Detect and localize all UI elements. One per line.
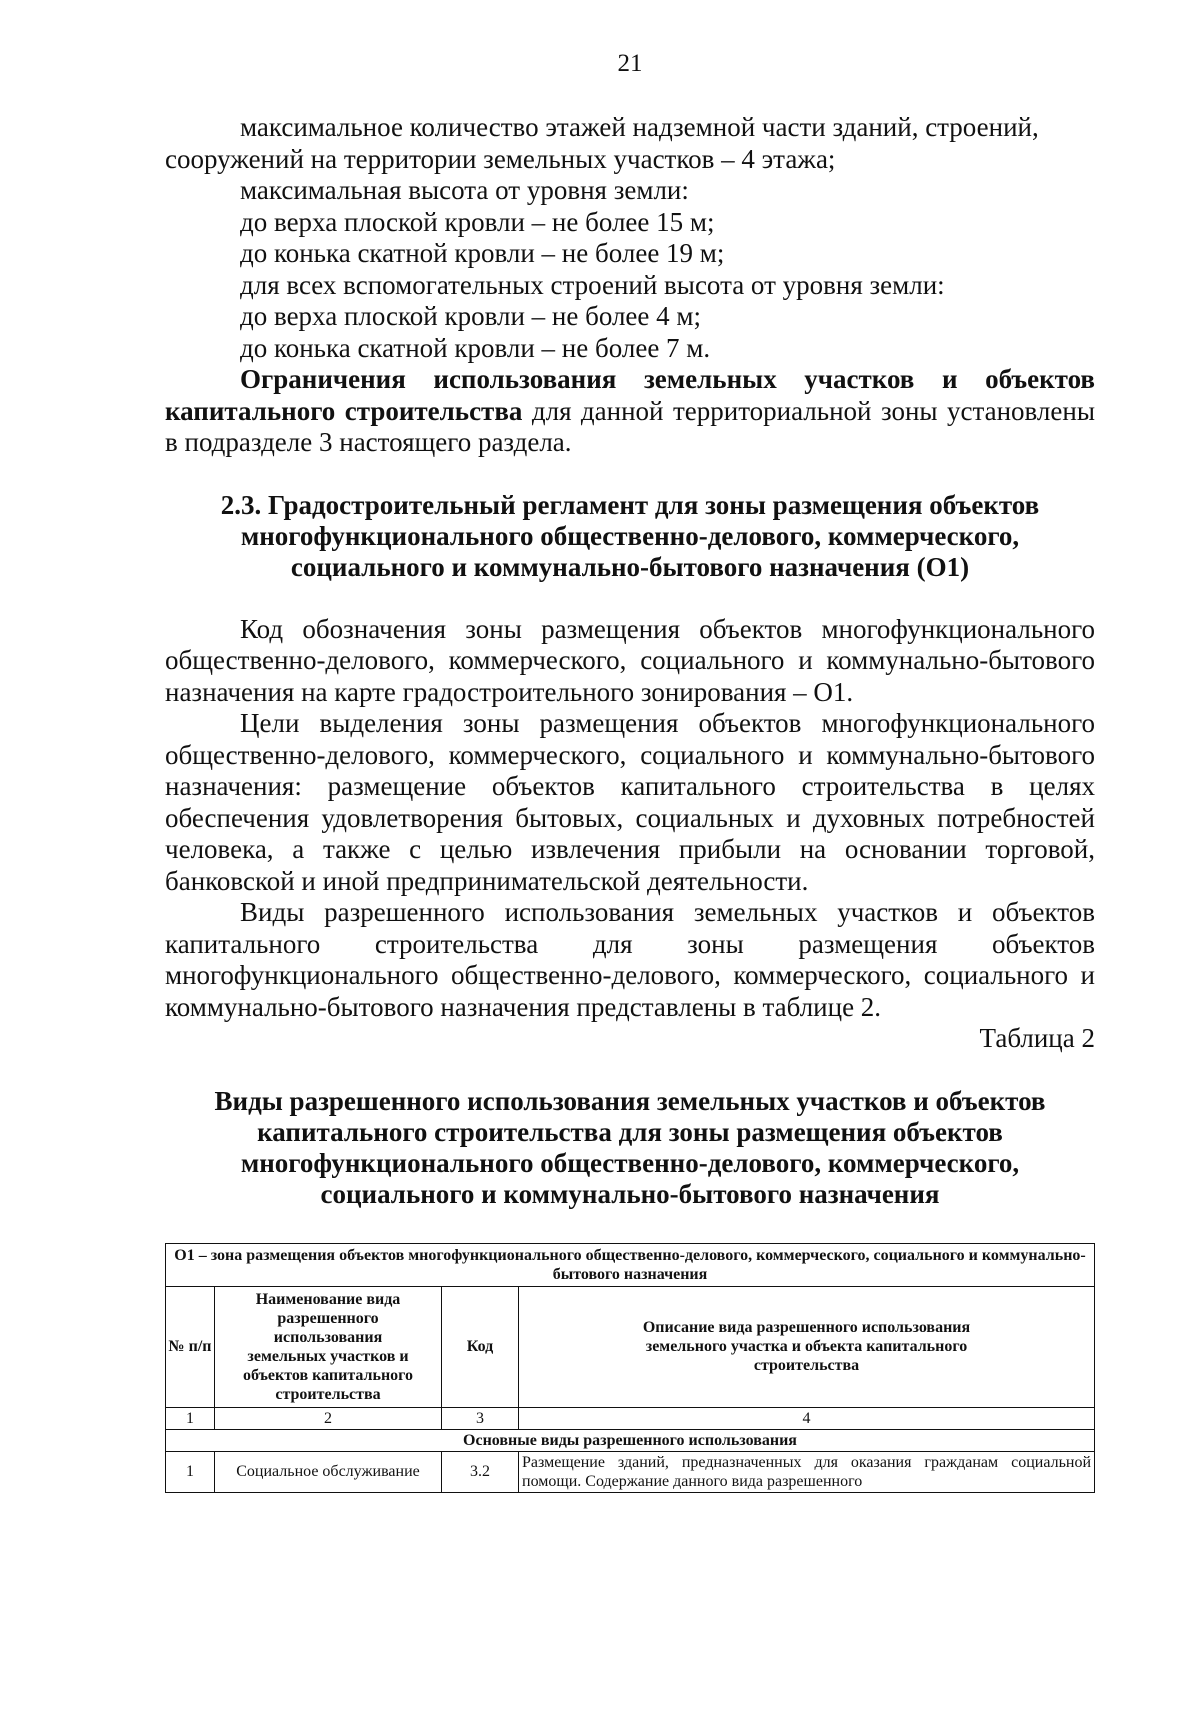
text-line: максимальное количество этажей надземной части зданий, строений, <box>240 112 1039 142</box>
column-number: 2 <box>215 1407 442 1429</box>
row-name: Социальное обслуживание <box>215 1451 442 1492</box>
row-code: 3.2 <box>442 1451 519 1492</box>
table-caption: Таблица 2 <box>979 1023 1095 1053</box>
column-header-name: Наименование вида разрешенного использования земельных участков и объектов капитального строительства <box>215 1286 442 1407</box>
text-line: до конька скатной кровли – не более 19 м; <box>240 238 725 268</box>
text-line: для всех вспомогательных строений высота от уровня земли: <box>240 269 945 300</box>
column-header-number: № п/п <box>166 1286 215 1407</box>
restriction-paragraph <box>165 364 1095 459</box>
text-line: сооружений на территории земельных участков – 4 этажа; <box>165 143 836 174</box>
paragraph: Виды разрешенного использования земельных участков и объектов капитального строительства для зоны размещения объектов многофункционального общественно-делового, коммерческого, социального и коммунально-бытового назначения представлены в таблице 2. <box>165 897 1095 1022</box>
row-number: 1 <box>166 1451 215 1492</box>
table-group-header: Основные виды разрешенного использования <box>166 1429 1095 1451</box>
zoning-table <box>165 1243 1095 1493</box>
table-row <box>166 1451 1095 1492</box>
text-line: до конька скатной кровли – не более 7 м. <box>240 332 711 363</box>
paragraph: Цели выделения зоны размещения объектов многофункционального общественно-делового, коммерческого, социального и коммунально-бытового назначения: размещение объектов капитального строительства в целях обеспечения удовлетворения бытовых, социальных и духовных потребностей человека, а также с целью извлечения прибыли на основании торговой, банковской и иной предпринимательской деятельности. <box>165 708 1095 896</box>
restriction-bold: Ограничения использования земельных участков и объектов капитального строительства <box>165 364 1095 426</box>
text-line: до верха плоской кровли – не более 4 м; <box>240 301 701 331</box>
column-header-code: Код <box>442 1286 519 1407</box>
text-line: максимальная высота от уровня земли: <box>240 175 689 205</box>
page-number: 21 <box>617 50 643 77</box>
row-description: Размещение зданий, предназначенных для оказания гражданам социальной помощи. Содержание данного вида разрешенного <box>519 1451 1095 1492</box>
document-body <box>165 112 1095 1493</box>
table-zone-header: О1 – зона размещения объектов многофункционального общественно-делового, коммерческого, социального и коммунально-бытового назначения <box>166 1243 1095 1286</box>
column-number: 4 <box>519 1407 1095 1429</box>
column-number: 1 <box>166 1407 215 1429</box>
restriction-rest: для данной территориальной зоны установлены в подразделе 3 настоящего раздела. <box>165 395 1095 457</box>
table-title: Виды разрешенного использования земельных участков и объектов капитального строительства для зоны размещения объектов многофункционального общественно-делового, коммерческого, социального и коммунально-бытового назначения <box>214 1085 1046 1209</box>
paragraph: Код обозначения зоны размещения объектов многофункционального общественно-делового, коммерческого, социального и коммунально-бытового назначения на карте градостроительного зонирования – О1. <box>165 613 1095 707</box>
section-title: 2.3. Градостроительный регламент для зоны размещения объектов многофункционального общественно-делового, коммерческого, социального и коммунально-бытового назначения (О1) <box>220 489 1040 582</box>
column-header-description: Описание вида разрешенного использования земельного участка и объекта капитального строительства <box>519 1286 1095 1407</box>
text-line: до верха плоской кровли – не более 15 м; <box>240 206 715 237</box>
column-number: 3 <box>442 1407 519 1429</box>
